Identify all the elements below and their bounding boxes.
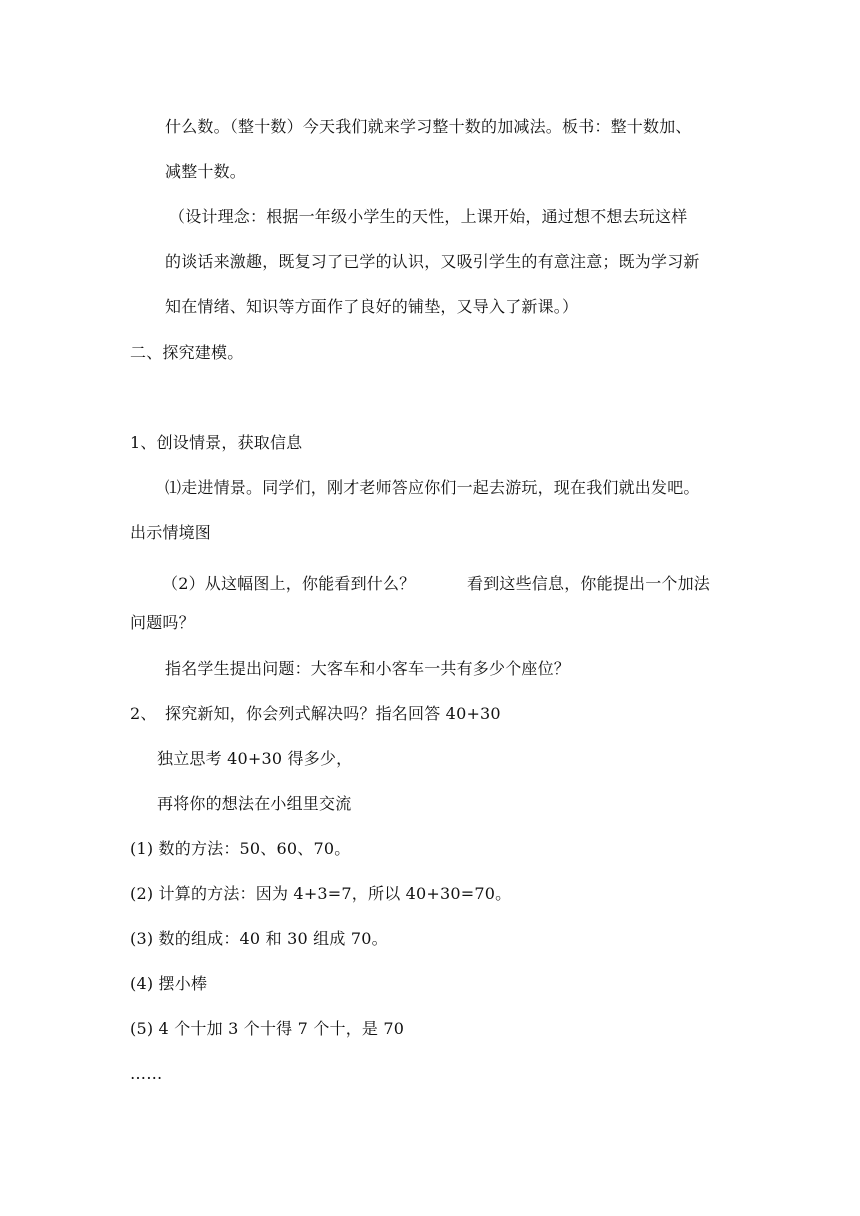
- paragraph-line-part: （2）从这幅图上，你能看到什么？: [162, 574, 416, 593]
- paragraph-line: 再将你的想法在小组里交流: [157, 794, 352, 813]
- paragraph-line: ⑴走进情景。同学们，刚才老师答应你们一起去游玩，现在我们就出发吧。: [165, 478, 700, 497]
- paragraph-line: 问题吗？: [130, 613, 195, 632]
- subsection-heading: 探究新知，你会列式解决吗？指名回答 40+30: [165, 704, 501, 723]
- section-heading: 二、探究建模。: [130, 343, 244, 362]
- design-note-line: （设计理念：根据一年级小学生的天性，上课开始，通过想不想去玩这样: [169, 207, 688, 226]
- list-item: (1) 数的方法：50、60、70。: [130, 839, 351, 858]
- list-item: (5) 4 个十加 3 个十得 7 个十，是 70: [130, 1019, 405, 1038]
- paragraph-line: 什么数。（整十数）今天我们就来学习整十数的加减法。板书：整十数加、: [165, 117, 692, 136]
- paragraph-line: 出示情境图: [130, 523, 212, 542]
- subsection-heading: 1、创设情景，获取信息: [130, 433, 303, 452]
- list-item: (4) 摆小棒: [130, 974, 208, 993]
- design-note-line: 知在情绪、知识等方面作了良好的铺垫，又导入了新课。）: [165, 297, 579, 316]
- design-note-line: 的谈话来激趣，既复习了已学的认识，又吸引学生的有意注意；既为学习新: [165, 252, 700, 271]
- subsection-number: 2、: [130, 704, 157, 723]
- list-item: (3) 数的组成：40 和 30 组成 70。: [130, 929, 388, 948]
- paragraph-line-part: 看到这些信息，你能提出一个加法: [467, 574, 711, 593]
- ellipsis-line: ……: [130, 1064, 163, 1083]
- paragraph-line: 指名学生提出问题：大客车和小客车一共有多少个座位？: [165, 659, 571, 678]
- list-item: (2) 计算的方法：因为 4+3=7，所以 40+30=70。: [130, 884, 512, 903]
- paragraph-line: 减整十数。: [165, 162, 247, 181]
- paragraph-line: 独立思考 40+30 得多少，: [157, 749, 353, 768]
